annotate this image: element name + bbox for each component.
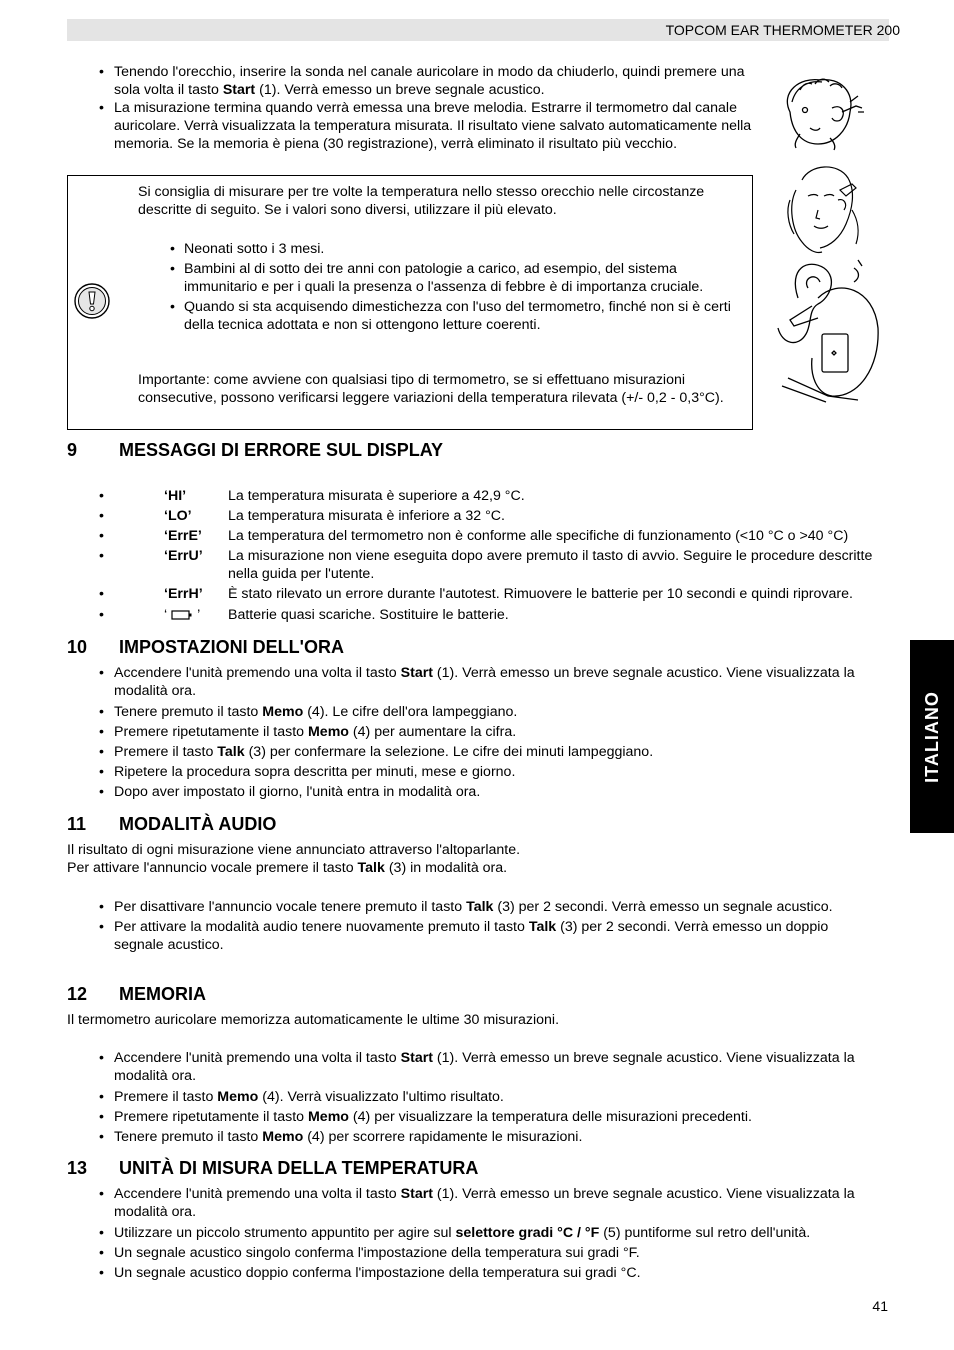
language-tab: [910, 640, 954, 833]
list-item: • Tenere premuto il tasto Memo (4). Le cifre dell'ora lampeggiano.: [67, 703, 867, 721]
section-10-heading: 10 IMPOSTAZIONI DELL'ORA: [67, 637, 344, 657]
list-item: • Accendere l'unità premendo una volta il tasto Start (1). Verrà emesso un breve segnale acustico. Viene visualizzata la modalità ora.: [67, 664, 867, 700]
temperature-unit-list: [67, 1185, 897, 1282]
note-list: [168, 240, 746, 334]
section-11-heading: 11 MODALITÀ AUDIO: [67, 814, 277, 834]
note-important: Importante: come avviene con qualsiasi tipo di termometro, se si effettuano misurazioni consecutive, possono verificarsi leggere variazioni della temperatura rilevata (+/- 0,2 - 0,3°C).: [138, 372, 724, 406]
list-item: • Un segnale acustico doppio conferma l'impostazione della temperatura sui gradi °C.: [67, 1264, 897, 1282]
memory-list: [67, 1049, 867, 1146]
baby-ear-illustration: [770, 72, 870, 152]
note-item: • Quando si sta acquisendo dimestichezza con l'uso del termometro, finché non si è certi della tecnica adottata e non si ottengono letture coerenti.: [168, 298, 746, 334]
list-item: • Premere il tasto Memo (4). Verrà visualizzato l'ultimo risultato.: [67, 1088, 867, 1106]
section-9-heading: 9 MESSAGGI DI ERRORE SUL DISPLAY: [67, 440, 444, 460]
list-item: • Per attivare la modalità audio tenere nuovamente premuto il tasto Talk (3) per 2 secondi. Verrà emesso un doppio segnale acustico.: [67, 918, 877, 954]
audio-intro: Il risultato di ogni misurazione viene annunciato attraverso l'altoparlante. Per attivare l'annuncio vocale premere il tasto Talk (3) in modalità ora.: [67, 842, 521, 876]
list-item: • Premere ripetutamente il tasto Memo (4) per visualizzare la temperatura delle misurazioni precedenti.: [67, 1108, 867, 1126]
note-intro: Si consiglia di misurare per tre volte la temperatura nello stesso orecchio nelle circostanze descritte di seguito. Se i valori sono diversi, utilizzare il più elevato.: [138, 184, 705, 218]
header-title: TOPCOM EAR THERMOMETER 200: [665, 22, 900, 38]
woman-ear-illustration: [782, 160, 866, 256]
list-item: • Per disattivare l'annuncio vocale tenere premuto il tasto Talk (3) per 2 secondi. Verrà emesso un segnale acustico.: [67, 898, 877, 916]
intro-item: • La misurazione termina quando verrà emessa una breve melodia. Estrarre il termometro dal canale auricolare. Verrà visualizzata la temperatura misurata. Il risultato viene salvato automaticamente nella memoria. Se la memoria è piena (30 registrazione), verrà eliminato il risultato più vecchio.: [67, 99, 757, 153]
memory-intro: Il termometro auricolare memorizza automaticamente le ultime 30 misurazioni.: [67, 1012, 560, 1028]
list-item: • Accendere l'unità premendo una volta il tasto Start (1). Verrà emesso un breve segnale acustico. Viene visualizzata la modalità ora.: [67, 1049, 867, 1085]
exclamation-icon: [74, 283, 110, 319]
list-item: • Premere ripetutamente il tasto Memo (4) per aumentare la cifra.: [67, 723, 867, 741]
error-row: • ‘ErrH’ È stato rilevato un errore durante l'autotest. Rimuovere le batterie per 10 secondi e quindi riprovare.: [99, 586, 853, 602]
list-item: • Utilizzare un piccolo strumento appuntito per agire sul selettore gradi °C / °F (5) puntiforme sul retro dell'unità.: [67, 1224, 897, 1242]
list-item: • Ripetere la procedura sopra descritta per minuti, mese e giorno.: [67, 763, 867, 781]
error-row: • ‘LO’ La temperatura misurata è inferiore a 32 °C.: [99, 508, 505, 524]
audio-list: [67, 898, 877, 954]
error-row: • ‘HI’ La temperatura misurata è superiore a 42,9 °C.: [99, 488, 525, 504]
error-messages-table: [67, 487, 893, 624]
ear-thermometer-illustration: [768, 258, 880, 408]
list-item: • Premere il tasto Talk (3) per confermare la selezione. Le cifre dei minuti lampeggiano.: [67, 743, 867, 761]
low-battery-icon: [171, 610, 193, 620]
error-row: • ‘ErrE’ La temperatura del termometro non è conforme alle specifiche di funzionamento (<10 °C o >40 °C): [99, 528, 849, 544]
list-item: • Tenere premuto il tasto Memo (4) per scorrere rapidamente le misurazioni.: [67, 1128, 867, 1146]
intro-list: [67, 63, 757, 153]
error-row: • ‘ ’ Batterie quasi scariche. Sostituire le batterie.: [99, 607, 509, 623]
time-settings-list: [67, 664, 867, 801]
note-item: • Neonati sotto i 3 mesi.: [168, 240, 746, 258]
page-number: 41: [872, 1298, 888, 1314]
section-12-heading: 12 MEMORIA: [67, 984, 206, 1004]
language-tab-label: ITALIANO: [922, 690, 942, 783]
note-item: • Bambini al di sotto dei tre anni con patologie a carico, ad esempio, del sistema immunitario e per i quali la presenza o l'assenza di febbre è di importanza cruciale.: [168, 260, 746, 296]
list-item: • Un segnale acustico singolo conferma l'impostazione della temperatura sui gradi °F.: [67, 1244, 897, 1262]
intro-item: • Tenendo l'orecchio, inserire la sonda nel canale auricolare in modo da chiuderlo, quindi premere una sola volta il tasto Start (1). Verrà emesso un breve segnale acustico.: [67, 63, 757, 99]
section-13-heading: 13 UNITÀ DI MISURA DELLA TEMPERATURA: [67, 1158, 479, 1178]
error-row: • ‘ErrU’ La misurazione non viene eseguita dopo avere premuto il tasto di avvio. Seguire le procedure descritte nella guida per l'utente.: [99, 548, 873, 582]
list-item: • Dopo aver impostato il giorno, l'unità entra in modalità ora.: [67, 783, 867, 801]
list-item: • Accendere l'unità premendo una volta il tasto Start (1). Verrà emesso un breve segnale acustico. Viene visualizzata la modalità ora.: [67, 1185, 884, 1221]
note-box: [67, 175, 753, 430]
